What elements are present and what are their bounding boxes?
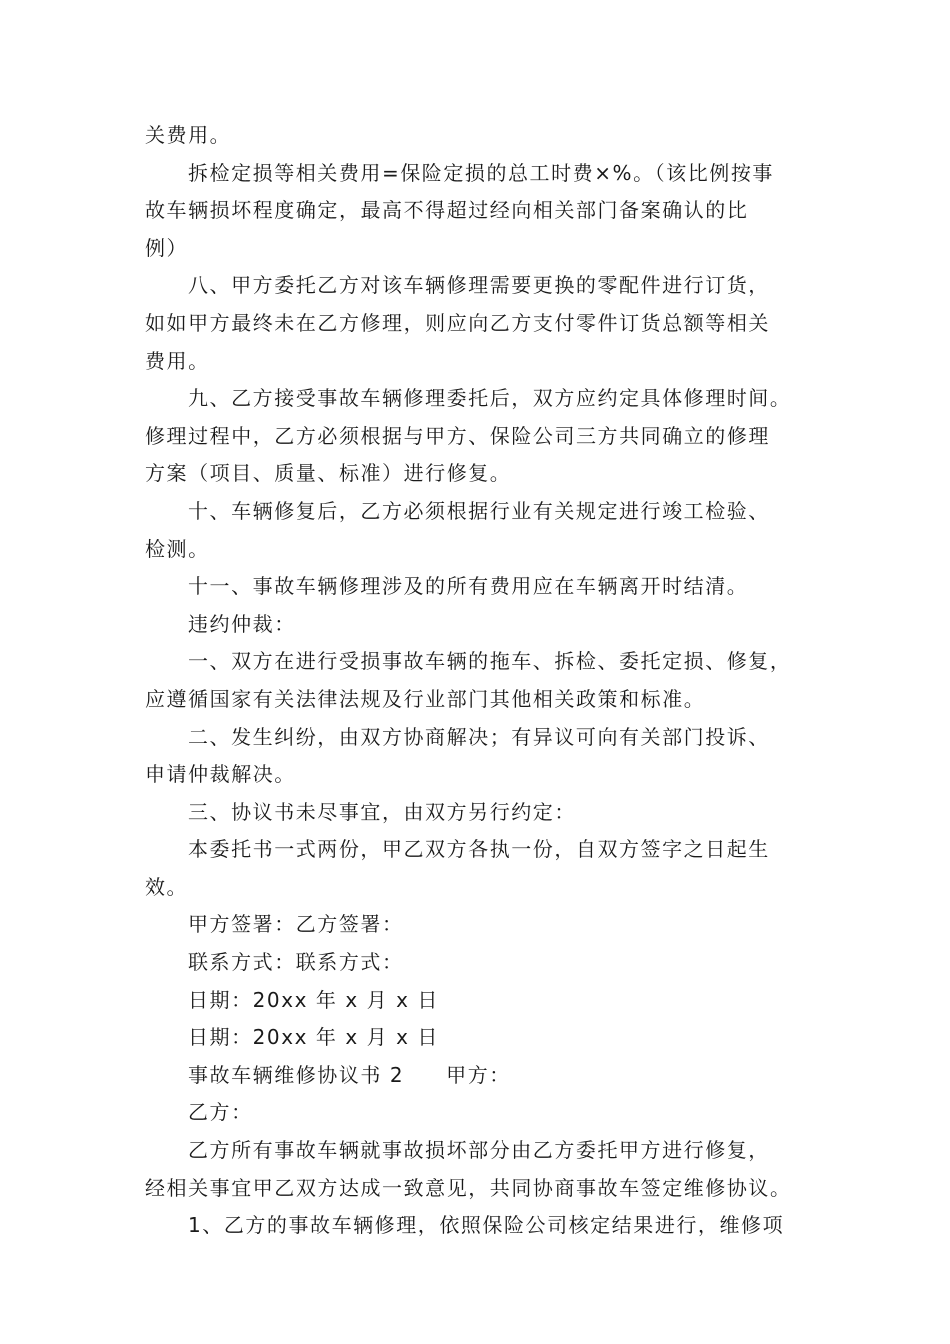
paragraph-line: 乙方所有事故车辆就事故损坏部分由乙方委托甲方进行修复， — [188, 1138, 770, 1163]
paragraph-line: 甲方签署：乙方签署： — [188, 912, 404, 937]
party-a-label: 甲方： — [446, 1062, 511, 1087]
agreement-body-block — [145, 1094, 810, 1244]
paragraph-line: 例） — [145, 235, 189, 260]
paragraph-line: 费用。 — [145, 348, 210, 373]
agreement-title: 事故车辆维修协议书 2 — [188, 1062, 405, 1087]
paragraph-line: 日期：20xx 年 x 月 x 日 — [188, 1025, 439, 1050]
paragraph-line: 二、发生纠纷，由双方协商解决；有异议可向有关部门投诉、 — [188, 724, 770, 749]
paragraph-line: 方案（项目、质量、标准）进行修复。 — [145, 461, 512, 486]
paragraph-line: 联系方式：联系方式： — [188, 950, 404, 975]
paragraph-line: 效。 — [145, 874, 189, 899]
paragraph-line: 故车辆损坏程度确定，最高不得超过经向相关部门备案确认的比 — [145, 198, 749, 223]
paragraph-line: 申请仲裁解决。 — [145, 762, 296, 787]
paragraph-line: 本委托书一式两份，甲乙双方各执一份，自双方签字之日起生 — [188, 837, 770, 862]
paragraph-line: 十一、事故车辆修理涉及的所有费用应在车辆离开时结清。 — [188, 574, 749, 599]
paragraph-line: 拆检定损等相关费用=保险定损的总工时费×%。（该比例按事 — [188, 160, 774, 185]
paragraph-line: 应遵循国家有关法律法规及行业部门其他相关政策和标准。 — [145, 686, 706, 711]
document-page — [145, 117, 810, 1245]
paragraph-line: 经相关事宜甲乙双方达成一致意见，共同协商事故车签定维修协议。 — [145, 1175, 792, 1200]
agreement-title-line — [145, 1057, 810, 1095]
paragraph-line: 日期：20xx 年 x 月 x 日 — [188, 987, 439, 1012]
paragraph-line: 1、乙方的事故车辆修理，依照保险公司核定结果进行，维修项 — [188, 1213, 785, 1238]
paragraph-line: 八、甲方委托乙方对该车辆修理需要更换的零配件进行订货， — [188, 273, 770, 298]
paragraph-line: 乙方： — [188, 1100, 253, 1125]
paragraph-line: 关费用。 — [145, 123, 232, 147]
paragraph-line: 九、乙方接受事故车辆修理委托后，双方应约定具体修理时间。 — [188, 386, 792, 411]
paragraph-line: 一、双方在进行受损事故车辆的拖车、拆检、委托定损、修复， — [188, 649, 792, 674]
paragraph-line: 修理过程中，乙方必须根据与甲方、保险公司三方共同确立的修理 — [145, 423, 770, 448]
paragraph-line: 如如甲方最终未在乙方修理，则应向乙方支付零件订货总额等相关 — [145, 310, 770, 335]
paragraph-line: 十、车辆修复后，乙方必须根据行业有关规定进行竣工检验、 — [188, 498, 770, 523]
paragraph-line: 三、协议书未尽事宜，由双方另行约定： — [188, 799, 576, 824]
body-text-block — [145, 117, 810, 1057]
paragraph-line: 检测。 — [145, 536, 210, 561]
paragraph-line: 违约仲裁： — [188, 611, 296, 636]
